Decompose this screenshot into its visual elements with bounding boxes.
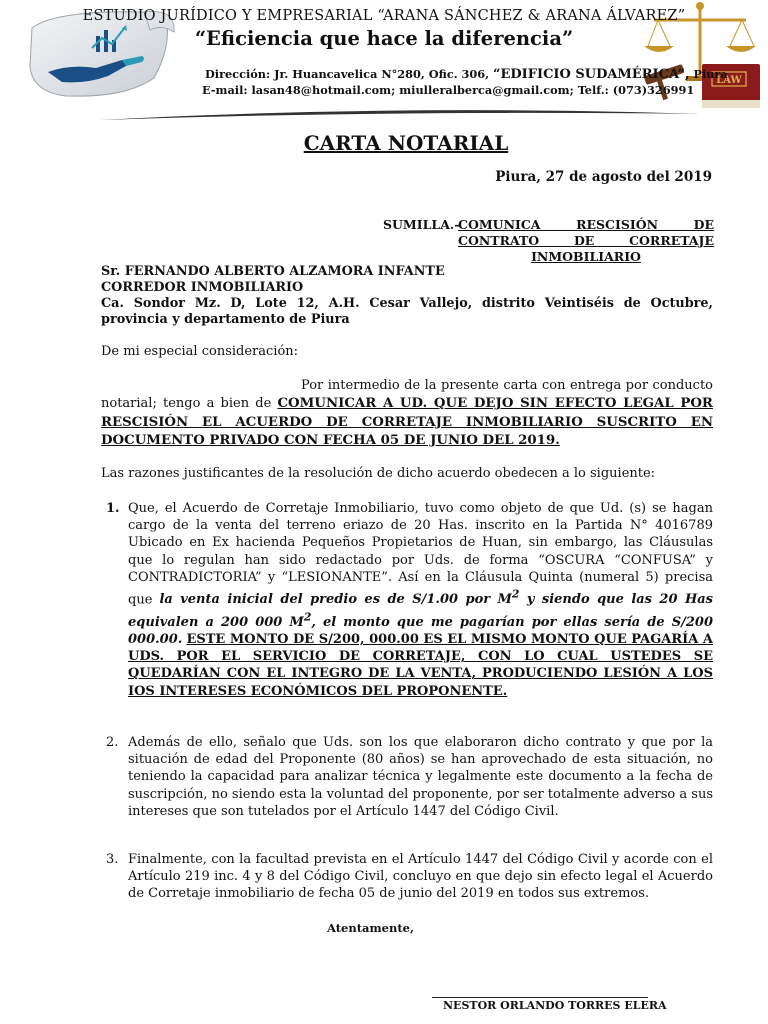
addressee-block <box>101 264 713 328</box>
sumilla-label: SUMILLA.- <box>383 217 460 232</box>
item-number-3: 3. <box>106 852 119 867</box>
item-1-sup-1: 2 <box>511 588 520 602</box>
address-building: “EDIFICIO SUDAMÉRICA”, <box>493 67 690 82</box>
firm-contact: E-mail: lasan48@hotmail.com; miulleralberca@gmail.com; Telf.: (073)326991 <box>202 83 695 97</box>
item-1-sup-2: 2 <box>303 610 312 624</box>
item-1-italic-2: y siendo que las 20 Has equivalen a 200 000 M <box>128 592 713 630</box>
signature-line <box>432 997 648 998</box>
item-number-2: 2. <box>106 735 119 750</box>
list-item-1 <box>128 500 713 700</box>
letter-date: Piura, 27 de agosto del 2019 <box>495 169 712 185</box>
intro-plain: Por intermedio de la presente carta con entrega por conducto notarial; tengo a bien de <box>101 378 713 412</box>
intro-emphasis: COMUNICAR A UD. QUE DEJO SIN EFECTO LEGAL POR RESCISIÓN EL ACUERDO DE CORRETAJE INMOBILIARIO SUSCRITO EN DOCUMENTO PRIVADO CON FECHA 05 DE JUNIO DEL 2019. <box>101 396 713 449</box>
address-prefix: Dirección: Jr. Huancavelica N°280, Ofic. 306, <box>205 67 490 81</box>
firm-slogan: “Eficiencia que hace la diferencia” <box>194 27 574 50</box>
header-divider <box>100 100 700 124</box>
item-2-text: Además de ello, señalo que Uds. son los que elaboraron dicho contrato y que por la situación de edad del Proponente (80 años) se han aprovechado de esta situación, no teniendo la capacidad para analizar técnica y legalmente este documento a la fecha de suscripción, no siendo esta la voluntad del proponente, por ser totalmente adverso a sus intereses que son tutelados por el Artículo 1447 del Código Civil. <box>128 735 713 819</box>
reasons-intro: Las razones justificantes de la resolución de dicho acuerdo obedecen a lo siguiente: <box>101 466 656 481</box>
addressee-role: CORREDOR INMOBILIARIO <box>101 280 304 295</box>
book-label: LAW <box>716 75 742 86</box>
list-item-2 <box>128 734 713 820</box>
addressee-name: Sr. FERNANDO ALBERTO ALZAMORA INFANTE <box>101 264 445 279</box>
sumilla-text: COMUNICA RESCISIÓN DE CONTRATO DE CORRETAJE INMOBILIARIO <box>458 217 714 264</box>
addressee-address: Ca. Sondor Mz. D, Lote 12, A.H. Cesar Vallejo, distrito Veintiséis de Octubre, provincia y departamento de Piura <box>101 296 713 327</box>
firm-address <box>205 67 728 82</box>
item-1-italic-3: , el monto que me pagarían por ellas sería de S/200 000.00. <box>128 614 713 648</box>
item-1-italic-1: la venta inicial del predio es de S/1.00 por M <box>159 592 512 608</box>
firm-name: ESTUDIO JURÍDICO Y EMPRESARIAL “ARANA SÁNCHEZ & ARANA ÁLVAREZ” <box>82 8 686 24</box>
greeting: De mi especial consideración: <box>101 344 299 359</box>
closing: Atentamente, <box>327 921 414 935</box>
item-3-text: Finalmente, con la facultad prevista en el Artículo 1447 del Código Civil y acorde con el Artículo 219 inc. 4 y 8 del Código Civil, concluyo en que dejo sin efecto legal el Acuerdo de Corretaje inmobiliario de fecha 05 de junio del 2019 en todos sus extremos. <box>128 852 713 902</box>
document-title: CARTA NOTARIAL <box>303 131 509 155</box>
item-1-text: Que, el Acuerdo de Corretaje Inmobiliario, tuvo como objeto de que Ud. (s) se hagan cargo de la venta del terreno eriazo de 20 Has. inscrito en la Partida N° 4016789 Ubicado en Ex hacienda Pequeños Propietarios de Huan, sin embargo, las Cláusulas que lo regulan han sido redactado por Uds. de forma “OSCURA “CONFUSA” y CONTRADICTORIA” y “LESIONANTE”. Así en la Cláusula Quinta (numeral 5) precisa que <box>128 501 713 608</box>
item-1-emphasis: ESTE MONTO DE S/200, 000.00 ES EL MISMO MONTO QUE PAGARÍA A UDS. POR EL SERVICIO DE CORRETAJE, CON LO CUAL USTEDES SE QUEDARÍAN CON EL INTEGRO DE LA VENTA, PRODUCIENDO LESIÓN A LOS IOS INTERESES ECONÓMICOS DEL PROPONENTE. <box>128 632 713 699</box>
item-number-1: 1. <box>106 501 120 516</box>
address-city: Piura <box>693 67 728 81</box>
list-item-3 <box>128 851 713 903</box>
signer-name: NESTOR ORLANDO TORRES ELERA <box>443 999 667 1012</box>
intro-paragraph <box>101 377 713 451</box>
